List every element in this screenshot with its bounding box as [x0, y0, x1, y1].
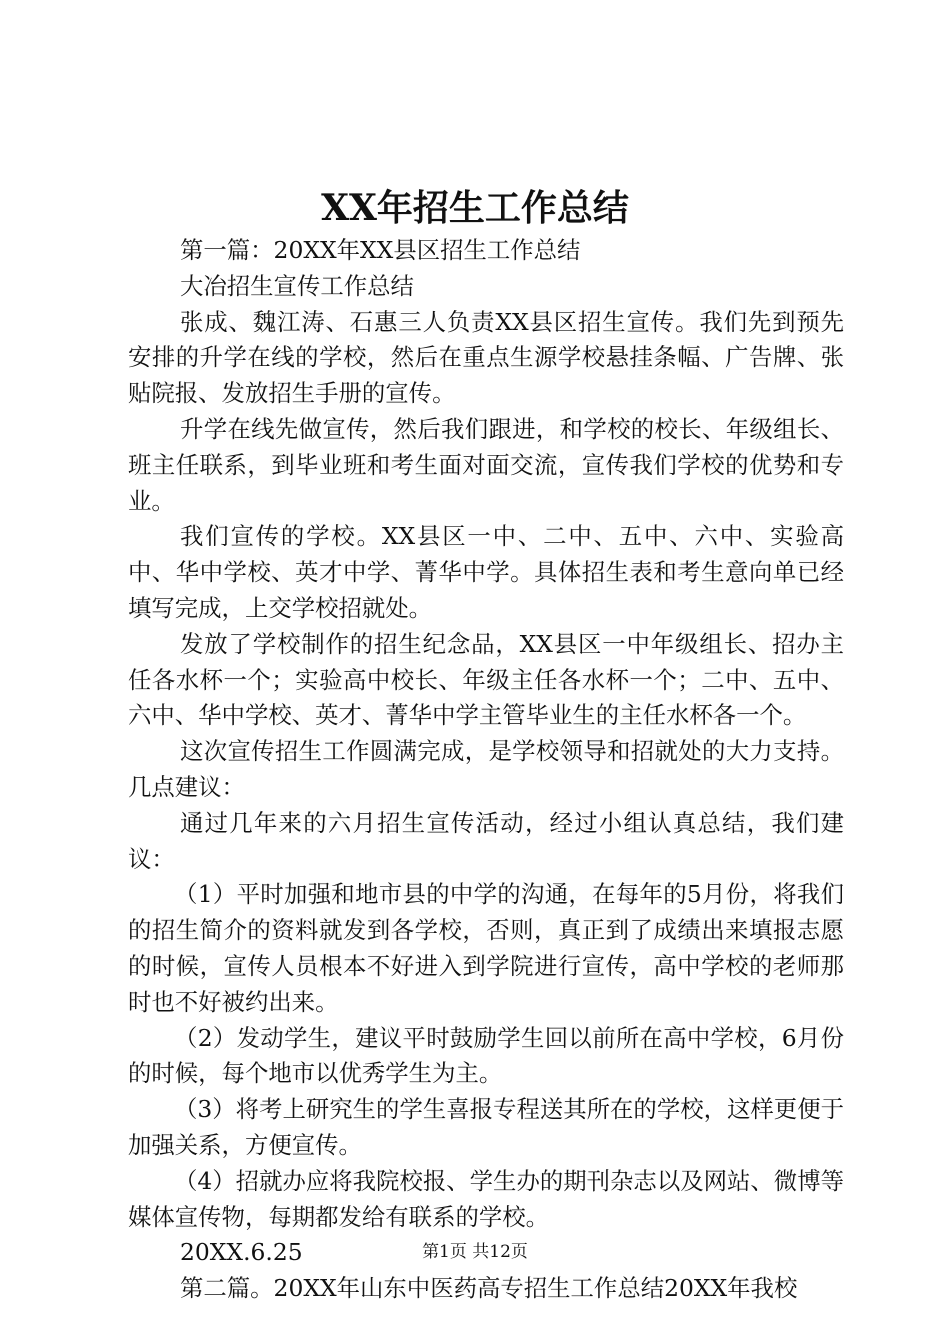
paragraph: 升学在线先做宣传，然后我们跟进，和学校的校长、年级组长、班主任联系，到毕业班和考生面对面交流，宣传我们学校的优势和专业。: [128, 414, 844, 515]
suggestion-item: （2）发动学生，建议平时鼓励学生回以前所在高中学校，6月份的时候，每个地市以优秀学生为主。: [128, 1023, 844, 1088]
page-number-footer: 第1页 共12页: [422, 1242, 528, 1262]
document-title: XX年招生工作总结: [321, 187, 629, 229]
paragraph-subtitle: 大冶招生宣传工作总结: [180, 271, 414, 300]
paragraph: 这次宣传招生工作圆满完成，是学校领导和招就处的大力支持。几点建议：: [128, 737, 844, 801]
suggestion-item: （3）将考上研究生的学生喜报专程送其所在的学校，这样更便于加强关系，方便宣传。: [128, 1095, 844, 1159]
paragraph-date: 20XX.6.25: [180, 1238, 303, 1267]
suggestion-item: （4）招就办应将我院校报、学生办的期刊杂志以及网站、微博等媒体宣传物，每期都发给有联系的学校。: [128, 1166, 844, 1231]
paragraph: 张成、魏江涛、石惠三人负责XX县区招生宣传。我们先到预先安排的升学在线的学校，然后在重点生源学校悬挂条幅、广告牌、张贴院报、发放招生手册的宣传。: [128, 307, 844, 408]
paragraph-part-one-heading: 第一篇：20XX年XX县区招生工作总结: [180, 236, 581, 264]
paragraph: 我们宣传的学校。XX县区一中、二中、五中、六中、实验高中、华中学校、英才中学、菁华中学。具体招生表和考生意向单已经填写完成，上交学校招就处。: [128, 522, 844, 622]
paragraph: 发放了学校制作的招生纪念品，XX县区一中年级组长、招办主任各水杯一个；实验高中校长、年级主任各水杯一个；二中、五中、六中、华中学校、英才、菁华中学主管毕业生的主任水杯各一个。: [128, 629, 844, 730]
paragraph: 通过几年来的六月招生宣传活动，经过小组认真总结，我们建议：: [128, 808, 844, 873]
document-body: [128, 233, 844, 1307]
suggestion-item: （1）平时加强和地市县的中学的沟通，在每年的5月份，将我们的招生简介的资料就发到各学校，否则，真正到了成绩出来填报志愿的时候，宣传人员根本不好进入到学院进行宣传，高中学校的老师那时也不好被约出来。: [128, 880, 844, 1016]
paragraph-part-two-heading: 第二篇。20XX年山东中医药高专招生工作总结20XX年我校: [180, 1274, 798, 1303]
